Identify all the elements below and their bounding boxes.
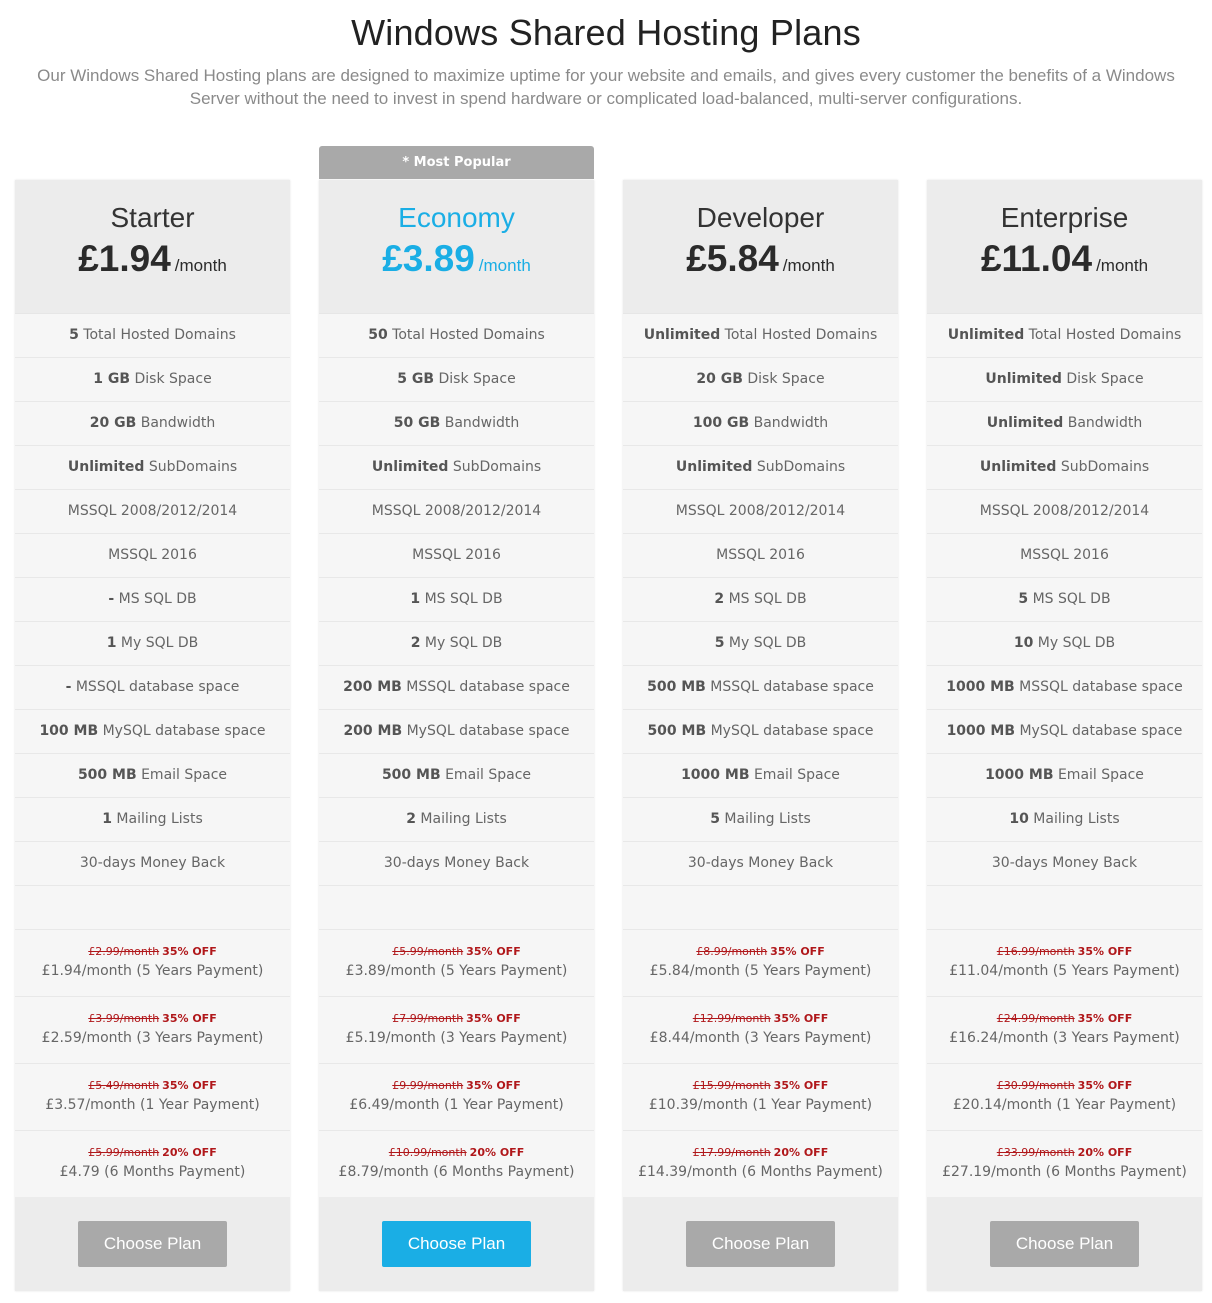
feature-value: 2: [410, 635, 421, 651]
term-price: £1.94/month (5 Years Payment): [41, 963, 264, 979]
plan-price: £3.89: [382, 238, 475, 279]
feature-row: [319, 314, 594, 358]
feature-row: [319, 446, 594, 490]
plan-card-starter: [15, 180, 290, 1291]
feature-row: [623, 358, 898, 402]
feature-label: MSSQL 2008/2012/2014: [371, 503, 542, 519]
old-price: £10.99/month: [388, 1146, 467, 1159]
plan-footer: [927, 1197, 1202, 1291]
discount-badge: 20% OFF: [162, 1146, 217, 1159]
choose-plan-button[interactable]: Choose Plan: [78, 1221, 227, 1267]
feature-list: [623, 314, 898, 930]
feature-value: 500 MB: [647, 679, 706, 695]
feature-row: [927, 314, 1202, 358]
feature-label: MSSQL 2016: [412, 547, 501, 563]
old-price: £17.99/month: [692, 1146, 771, 1159]
old-price: £12.99/month: [692, 1012, 771, 1025]
feature-label: MSSQL database space: [401, 679, 570, 695]
feature-row: [15, 446, 290, 490]
feature-value: 100 MB: [39, 723, 99, 739]
feature-spacer: [927, 886, 1202, 930]
feature-row: [927, 710, 1202, 754]
feature-row: [319, 666, 594, 710]
feature-label: 30-days Money Back: [383, 855, 530, 871]
page-title: Windows Shared Hosting Plans: [351, 12, 861, 53]
plan-period: /month: [478, 256, 531, 275]
feature-value: 5: [1018, 591, 1029, 607]
feature-row: [15, 402, 290, 446]
plan-price-block: [319, 238, 594, 282]
feature-value: 500 MB: [77, 767, 137, 783]
old-price: £5.99/month: [88, 1146, 160, 1159]
feature-label: Total Hosted Domains: [387, 327, 545, 343]
feature-row: [623, 798, 898, 842]
feature-label: Disk Space: [434, 371, 516, 387]
term-price: £3.89/month (5 Years Payment): [345, 963, 568, 979]
plan-header: [15, 180, 290, 314]
plan-name: Enterprise: [1000, 202, 1129, 233]
feature-row: [15, 798, 290, 842]
feature-value: Unlimited: [67, 459, 145, 475]
feature-row: [623, 710, 898, 754]
pricing-options: [927, 930, 1202, 1198]
feature-label: Total Hosted Domains: [1024, 327, 1182, 343]
discount-badge: 35% OFF: [1077, 1079, 1133, 1092]
term-price: £14.39/month (6 Months Payment): [638, 1164, 883, 1180]
old-price: £16.99/month: [996, 945, 1075, 958]
plan-period: /month: [174, 256, 227, 275]
feature-label: MSSQL 2016: [1020, 547, 1109, 563]
feature-row: [927, 578, 1202, 622]
feature-label: Total Hosted Domains: [78, 327, 236, 343]
feature-row: [623, 578, 898, 622]
pricing-options: [623, 930, 898, 1198]
choose-plan-button[interactable]: Choose Plan: [382, 1221, 531, 1267]
old-price: £8.99/month: [696, 945, 768, 958]
feature-label: Bandwidth: [440, 415, 520, 431]
feature-row: [623, 446, 898, 490]
feature-row: [623, 314, 898, 358]
plan-name: Economy: [398, 202, 515, 233]
pricing-discount-line: [927, 1078, 1202, 1093]
feature-value: -: [108, 591, 115, 607]
feature-label: SubDomains: [752, 459, 846, 475]
feature-row: [319, 358, 594, 402]
term-price: £10.39/month (1 Year Payment): [648, 1097, 873, 1113]
feature-label: My SQL DB: [724, 635, 807, 651]
feature-row: [15, 842, 290, 886]
plan-price-block: [623, 238, 898, 282]
feature-label: MS SQL DB: [1028, 591, 1111, 607]
term-price: £8.79/month (6 Months Payment): [338, 1164, 575, 1180]
pricing-discount-line: [319, 1145, 594, 1160]
feature-row: [15, 710, 290, 754]
feature-label: Email Space: [136, 767, 228, 783]
pricing-option: [15, 1064, 290, 1131]
feature-value: 50: [368, 327, 388, 343]
pricing-discount-line: [927, 1145, 1202, 1160]
feature-label: MS SQL DB: [724, 591, 807, 607]
feature-value: 1: [410, 591, 421, 607]
feature-label: MSSQL 2008/2012/2014: [979, 503, 1150, 519]
pricing-discount-line: [623, 944, 898, 959]
feature-value: 10: [1013, 635, 1034, 651]
plan-name: Starter: [110, 202, 195, 233]
feature-row: [623, 402, 898, 446]
pricing-discount-line: [927, 1011, 1202, 1026]
term-price: £4.79 (6 Months Payment): [59, 1164, 246, 1180]
feature-label: MSSQL 2008/2012/2014: [67, 503, 238, 519]
plan-period: /month: [1096, 256, 1149, 275]
feature-label: MySQL database space: [402, 723, 570, 739]
feature-value: 10: [1009, 811, 1029, 827]
feature-label: Mailing Lists: [415, 811, 507, 827]
term-price: £8.44/month (3 Years Payment): [649, 1030, 872, 1046]
feature-label: MSSQL database space: [71, 679, 240, 695]
feature-value: -: [65, 679, 72, 695]
feature-value: 500 MB: [381, 767, 441, 783]
old-price: £5.99/month: [392, 945, 464, 958]
feature-row: [927, 798, 1202, 842]
feature-value: 1 GB: [93, 371, 131, 387]
page-subtitle: Our Windows Shared Hosting plans are designed to maximize uptime for your website and emails, and gives every customer the benefits of a Windows Server without the need to invest in spend hardware or complicated load-balanced, multi-server configurations.: [37, 66, 1175, 108]
old-price: £5.49/month: [88, 1079, 160, 1092]
feature-value: Unlimited: [985, 371, 1062, 387]
plan-card-economy: [319, 155, 594, 1291]
feature-value: 500 MB: [647, 723, 707, 739]
term-price: £16.24/month (3 Years Payment): [949, 1030, 1180, 1046]
term-price: £2.59/month (3 Years Payment): [41, 1030, 264, 1046]
discount-badge: 35% OFF: [466, 1079, 521, 1092]
feature-spacer: [15, 886, 290, 930]
plan-card-enterprise: [927, 180, 1202, 1291]
feature-row: [927, 358, 1202, 402]
feature-label: MySQL database space: [98, 723, 266, 739]
feature-row: [927, 754, 1202, 798]
feature-value: 5 GB: [397, 371, 435, 387]
feature-spacer: [319, 886, 594, 930]
feature-row: [319, 798, 594, 842]
most-popular-badge: * Most Popular: [319, 146, 594, 179]
plan-price-block: [927, 238, 1202, 282]
feature-value: Unlimited: [979, 459, 1057, 475]
feature-value: 20 GB: [696, 371, 743, 387]
old-price: £15.99/month: [692, 1079, 771, 1092]
feature-row: [927, 666, 1202, 710]
feature-row: [15, 666, 290, 710]
pricing-option: [15, 997, 290, 1064]
pricing-discount-line: [319, 1078, 594, 1093]
plan-header: [927, 180, 1202, 314]
feature-label: Mailing Lists: [111, 811, 203, 827]
feature-value: 1000 MB: [946, 723, 1016, 739]
feature-value: 2: [714, 591, 725, 607]
discount-badge: 35% OFF: [162, 945, 217, 958]
feature-list: [319, 314, 594, 930]
pricing-option: [15, 930, 290, 997]
discount-badge: 35% OFF: [466, 1012, 521, 1025]
old-price: £33.99/month: [996, 1146, 1075, 1159]
feature-label: MSSQL database space: [1014, 679, 1183, 695]
old-price: £7.99/month: [392, 1012, 464, 1025]
pricing-option: [319, 997, 594, 1064]
feature-row: [927, 446, 1202, 490]
term-price: £3.57/month (1 Year Payment): [45, 1097, 260, 1113]
plan-header: [319, 180, 594, 314]
plan-period: /month: [782, 256, 835, 275]
feature-row: [623, 534, 898, 578]
pricing-option: [927, 997, 1202, 1064]
pricing-discount-line: [623, 1011, 898, 1026]
feature-spacer: [623, 886, 898, 930]
feature-value: 1000 MB: [681, 767, 750, 783]
feature-label: 30-days Money Back: [991, 855, 1138, 871]
feature-value: Unlimited: [643, 327, 721, 343]
feature-value: Unlimited: [371, 459, 449, 475]
feature-label: Disk Space: [742, 371, 825, 387]
pricing-option: [927, 1131, 1202, 1198]
pricing-discount-line: [15, 1145, 290, 1160]
plan-footer: [623, 1197, 898, 1291]
old-price: £9.99/month: [392, 1079, 464, 1092]
pricing-discount-line: [15, 1011, 290, 1026]
pricing-option: [319, 1131, 594, 1198]
feature-row: [15, 490, 290, 534]
feature-label: My SQL DB: [1033, 635, 1116, 651]
feature-label: MS SQL DB: [420, 591, 503, 607]
pricing-discount-line: [15, 944, 290, 959]
discount-badge: 35% OFF: [1077, 1012, 1133, 1025]
discount-badge: 35% OFF: [162, 1012, 217, 1025]
discount-badge: 20% OFF: [469, 1146, 525, 1159]
feature-row: [319, 622, 594, 666]
feature-row: [319, 534, 594, 578]
feature-row: [15, 622, 290, 666]
feature-row: [927, 622, 1202, 666]
old-price: £3.99/month: [88, 1012, 160, 1025]
feature-label: MSSQL database space: [705, 679, 874, 695]
feature-value: 2: [406, 811, 416, 827]
term-price: £27.19/month (6 Months Payment): [942, 1164, 1187, 1180]
pricing-option: [927, 930, 1202, 997]
plan-footer: [319, 1197, 594, 1291]
feature-label: Disk Space: [130, 371, 212, 387]
pricing-discount-line: [623, 1145, 898, 1160]
plan-name: Developer: [696, 202, 825, 233]
plan-price: £5.84: [686, 238, 779, 279]
feature-row: [623, 490, 898, 534]
pricing-option: [319, 930, 594, 997]
feature-row: [15, 578, 290, 622]
feature-value: 1000 MB: [946, 679, 1015, 695]
feature-label: Mailing Lists: [1028, 811, 1120, 827]
feature-label: MySQL database space: [706, 723, 874, 739]
old-price: £2.99/month: [88, 945, 160, 958]
pricing-option: [927, 1064, 1202, 1131]
feature-row: [15, 754, 290, 798]
feature-label: MS SQL DB: [114, 591, 197, 607]
discount-badge: 35% OFF: [162, 1079, 217, 1092]
feature-row: [15, 314, 290, 358]
feature-value: Unlimited: [675, 459, 753, 475]
feature-row: [15, 534, 290, 578]
pricing-discount-line: [319, 944, 594, 959]
feature-row: [319, 402, 594, 446]
plan-card-developer: [623, 180, 898, 1291]
feature-value: Unlimited: [986, 415, 1064, 431]
feature-value: 5: [714, 635, 725, 651]
discount-badge: 20% OFF: [1077, 1146, 1133, 1159]
feature-label: Email Space: [1053, 767, 1144, 783]
feature-label: Total Hosted Domains: [720, 327, 878, 343]
feature-label: MSSQL 2008/2012/2014: [675, 503, 846, 519]
feature-row: [927, 490, 1202, 534]
discount-badge: 35% OFF: [466, 945, 521, 958]
feature-label: My SQL DB: [116, 635, 199, 651]
plan-header: [623, 180, 898, 314]
feature-label: 30-days Money Back: [79, 855, 226, 871]
pricing-option: [623, 1064, 898, 1131]
feature-label: Email Space: [749, 767, 840, 783]
pricing-options: [319, 930, 594, 1198]
feature-row: [319, 754, 594, 798]
feature-value: Unlimited: [947, 327, 1025, 343]
old-price: £24.99/month: [996, 1012, 1075, 1025]
feature-label: 30-days Money Back: [687, 855, 834, 871]
term-price: £11.04/month (5 Years Payment): [949, 963, 1180, 979]
pricing-discount-line: [623, 1078, 898, 1093]
feature-row: [319, 578, 594, 622]
pricing-discount-line: [319, 1011, 594, 1026]
feature-value: 5: [710, 811, 720, 827]
feature-label: Email Space: [440, 767, 532, 783]
feature-label: SubDomains: [448, 459, 542, 475]
feature-label: MSSQL 2016: [108, 547, 197, 563]
plan-price: £11.04: [980, 238, 1093, 279]
pricing-option: [623, 1131, 898, 1198]
feature-label: Bandwidth: [1063, 415, 1143, 431]
discount-badge: 35% OFF: [773, 1079, 829, 1092]
plan-footer: [15, 1197, 290, 1291]
discount-badge: 35% OFF: [773, 1012, 829, 1025]
discount-badge: 35% OFF: [1077, 945, 1133, 958]
feature-row: [623, 666, 898, 710]
feature-label: My SQL DB: [420, 635, 503, 651]
feature-row: [927, 534, 1202, 578]
feature-value: 200 MB: [343, 679, 402, 695]
term-price: £6.49/month (1 Year Payment): [349, 1097, 564, 1113]
pricing-option: [623, 930, 898, 997]
old-price: £30.99/month: [996, 1079, 1075, 1092]
feature-list: [927, 314, 1202, 930]
pricing-discount-line: [927, 944, 1202, 959]
feature-row: [319, 842, 594, 886]
feature-row: [623, 842, 898, 886]
feature-label: Bandwidth: [749, 415, 829, 431]
feature-row: [623, 754, 898, 798]
feature-row: [927, 842, 1202, 886]
pricing-discount-line: [15, 1078, 290, 1093]
feature-value: 1000 MB: [985, 767, 1054, 783]
term-price: £20.14/month (1 Year Payment): [952, 1097, 1177, 1113]
feature-list: [15, 314, 290, 930]
pricing-options: [15, 930, 290, 1198]
choose-plan-button[interactable]: Choose Plan: [686, 1221, 835, 1267]
discount-badge: 20% OFF: [773, 1146, 829, 1159]
feature-row: [15, 358, 290, 402]
feature-value: 50 GB: [393, 415, 441, 431]
feature-value: 20 GB: [89, 415, 137, 431]
feature-row: [623, 622, 898, 666]
feature-label: SubDomains: [144, 459, 238, 475]
feature-label: Bandwidth: [136, 415, 216, 431]
feature-row: [927, 402, 1202, 446]
discount-badge: 35% OFF: [770, 945, 825, 958]
feature-label: Mailing Lists: [719, 811, 811, 827]
feature-value: 1: [106, 635, 117, 651]
feature-value: 100 GB: [692, 415, 750, 431]
feature-label: Disk Space: [1061, 371, 1144, 387]
term-price: £5.19/month (3 Years Payment): [345, 1030, 568, 1046]
feature-value: 200 MB: [343, 723, 403, 739]
feature-label: SubDomains: [1056, 459, 1150, 475]
plan-price: £1.94: [78, 238, 171, 279]
feature-row: [319, 490, 594, 534]
feature-value: 1: [102, 811, 112, 827]
feature-row: [319, 710, 594, 754]
feature-label: MySQL database space: [1015, 723, 1183, 739]
feature-value: 5: [69, 327, 79, 343]
choose-plan-button[interactable]: Choose Plan: [990, 1221, 1139, 1267]
pricing-option: [623, 997, 898, 1064]
term-price: £5.84/month (5 Years Payment): [649, 963, 872, 979]
plan-price-block: [15, 238, 290, 282]
pricing-option: [15, 1131, 290, 1198]
feature-label: MSSQL 2016: [716, 547, 805, 563]
pricing-option: [319, 1064, 594, 1131]
